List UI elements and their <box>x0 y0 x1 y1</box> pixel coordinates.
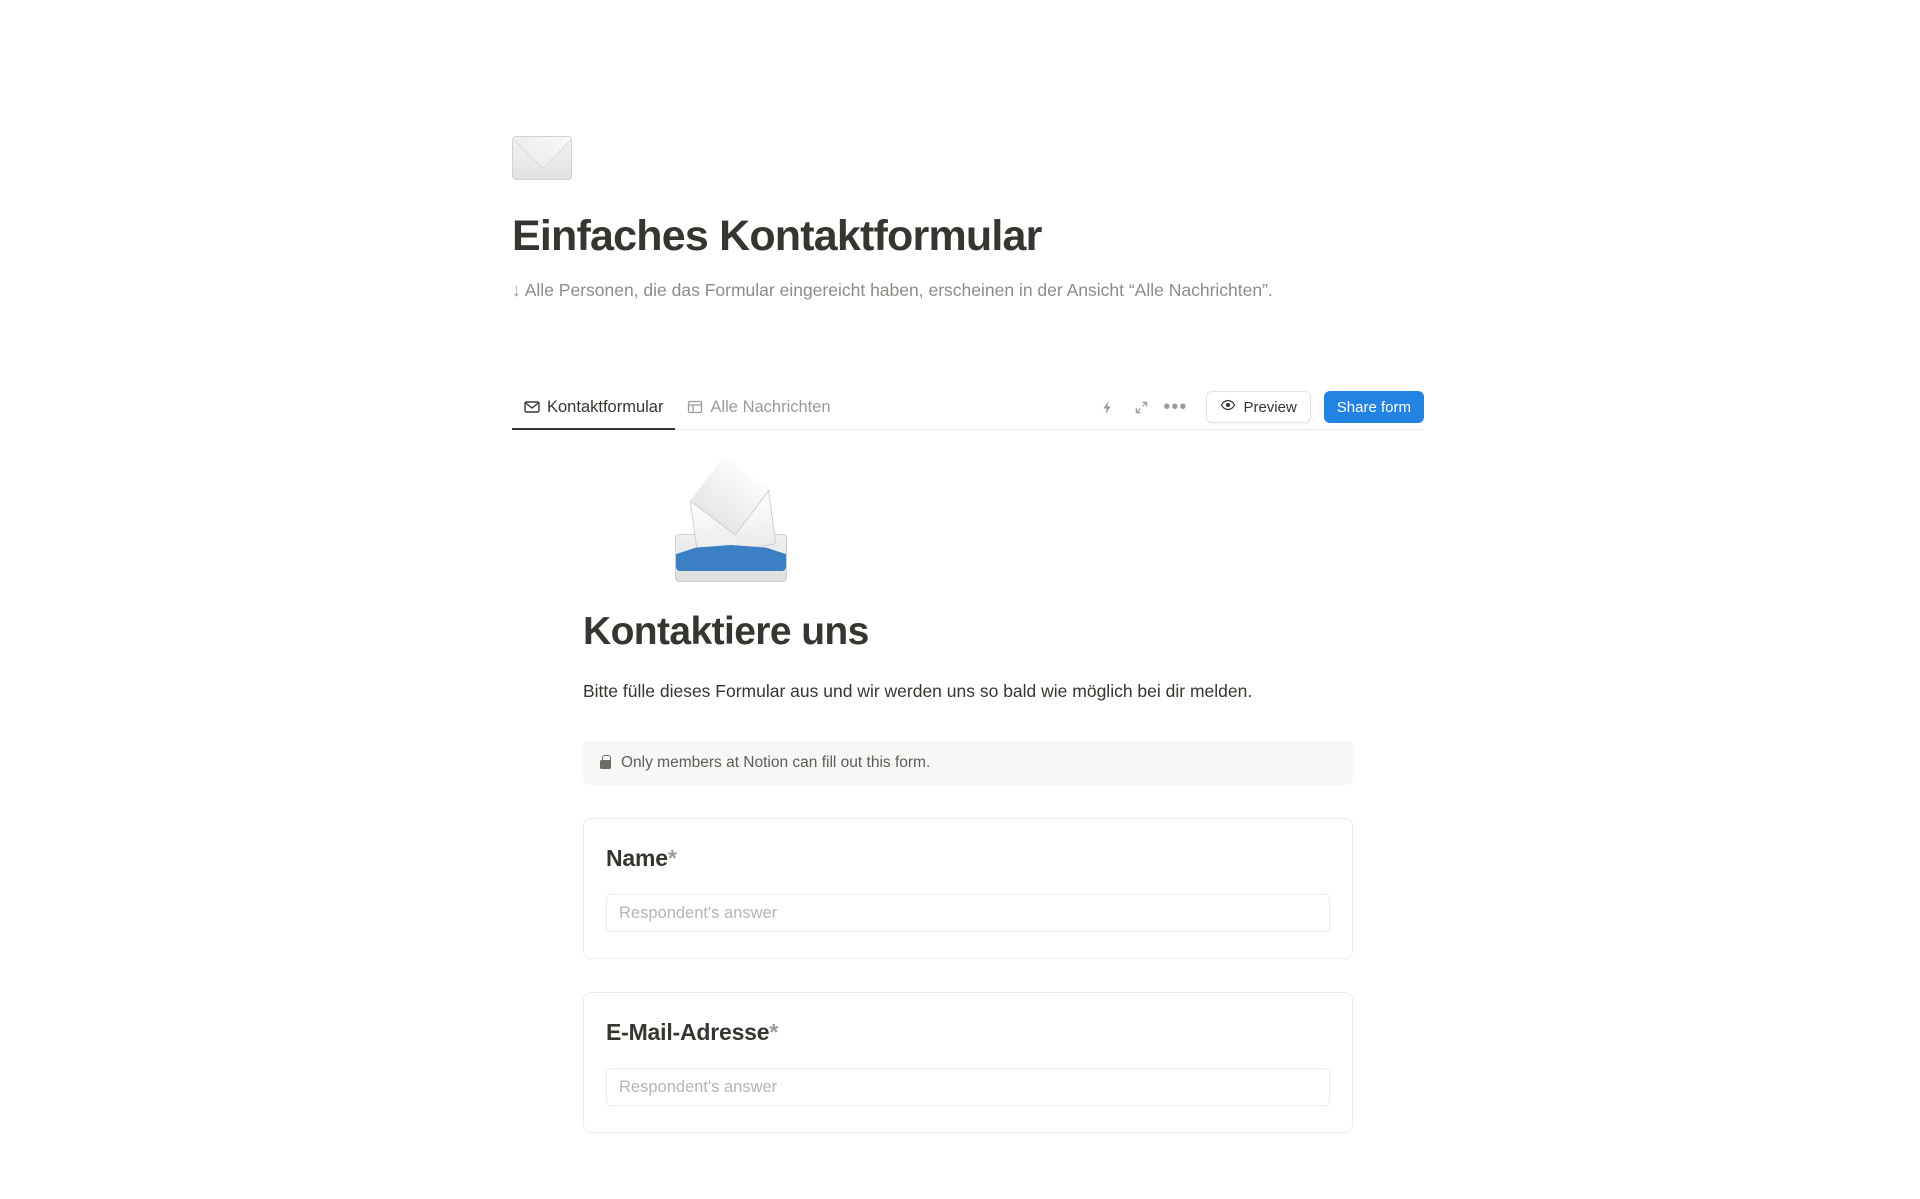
form-body <box>512 430 1424 1133</box>
members-only-notice <box>583 741 1353 785</box>
envelope-icon-shape <box>512 136 572 180</box>
tab-alle-nachrichten[interactable] <box>675 385 842 429</box>
question-card-email <box>583 992 1353 1133</box>
eye-icon <box>1220 397 1236 417</box>
required-marker: * <box>667 845 677 871</box>
incoming-envelope-icon <box>671 490 763 582</box>
form-description: Bitte fülle dieses Formular aus und wir werden uns so bald wie möglich bei dir melden. <box>583 681 1253 701</box>
down-arrow-icon: ↓ <box>512 280 521 300</box>
members-only-notice-text: Only members at Notion can fill out this form. <box>621 754 931 771</box>
view-tabs <box>512 385 843 429</box>
question-label-text: E-Mail-Adresse <box>606 1019 770 1045</box>
view-tabbar <box>512 385 1424 430</box>
tab-kontaktformular[interactable] <box>512 385 675 429</box>
question-label-email <box>606 1019 1330 1046</box>
ellipsis-glyph: ••• <box>1163 396 1188 418</box>
name-input[interactable] <box>606 894 1330 932</box>
lightning-icon[interactable] <box>1092 392 1122 422</box>
tab-label: Alle Nachrichten <box>710 397 831 416</box>
tab-label: Kontaktformular <box>547 397 664 416</box>
page-title: Einfaches Kontaktformular <box>512 212 1042 260</box>
preview-label: Preview <box>1243 398 1297 416</box>
question-label-name <box>606 845 1330 872</box>
form-content <box>583 430 1353 1133</box>
envelope-icon[interactable] <box>512 128 572 188</box>
envelope-icon <box>524 399 540 415</box>
preview-button[interactable] <box>1206 391 1310 423</box>
tray-front-shape <box>676 545 786 571</box>
page-description-text: Alle Personen, die das Formular eingereicht haben, erscheinen in der Ansicht “Alle Nachrichten”. <box>524 280 1273 300</box>
expand-arrows-icon[interactable] <box>1126 392 1156 422</box>
share-form-label: Share form <box>1336 398 1411 416</box>
question-label-text: Name <box>606 845 668 871</box>
tab-actions <box>1092 385 1424 429</box>
email-input[interactable] <box>606 1068 1330 1106</box>
page-header <box>512 128 1424 304</box>
share-form-button[interactable] <box>1324 391 1424 423</box>
lock-icon <box>600 760 611 769</box>
page-description <box>512 276 1352 304</box>
question-card-name <box>583 818 1353 959</box>
ellipsis-icon[interactable] <box>1160 392 1190 422</box>
table-icon <box>687 399 703 415</box>
form-title: Kontaktiere uns <box>583 610 869 653</box>
required-marker: * <box>769 1019 779 1045</box>
